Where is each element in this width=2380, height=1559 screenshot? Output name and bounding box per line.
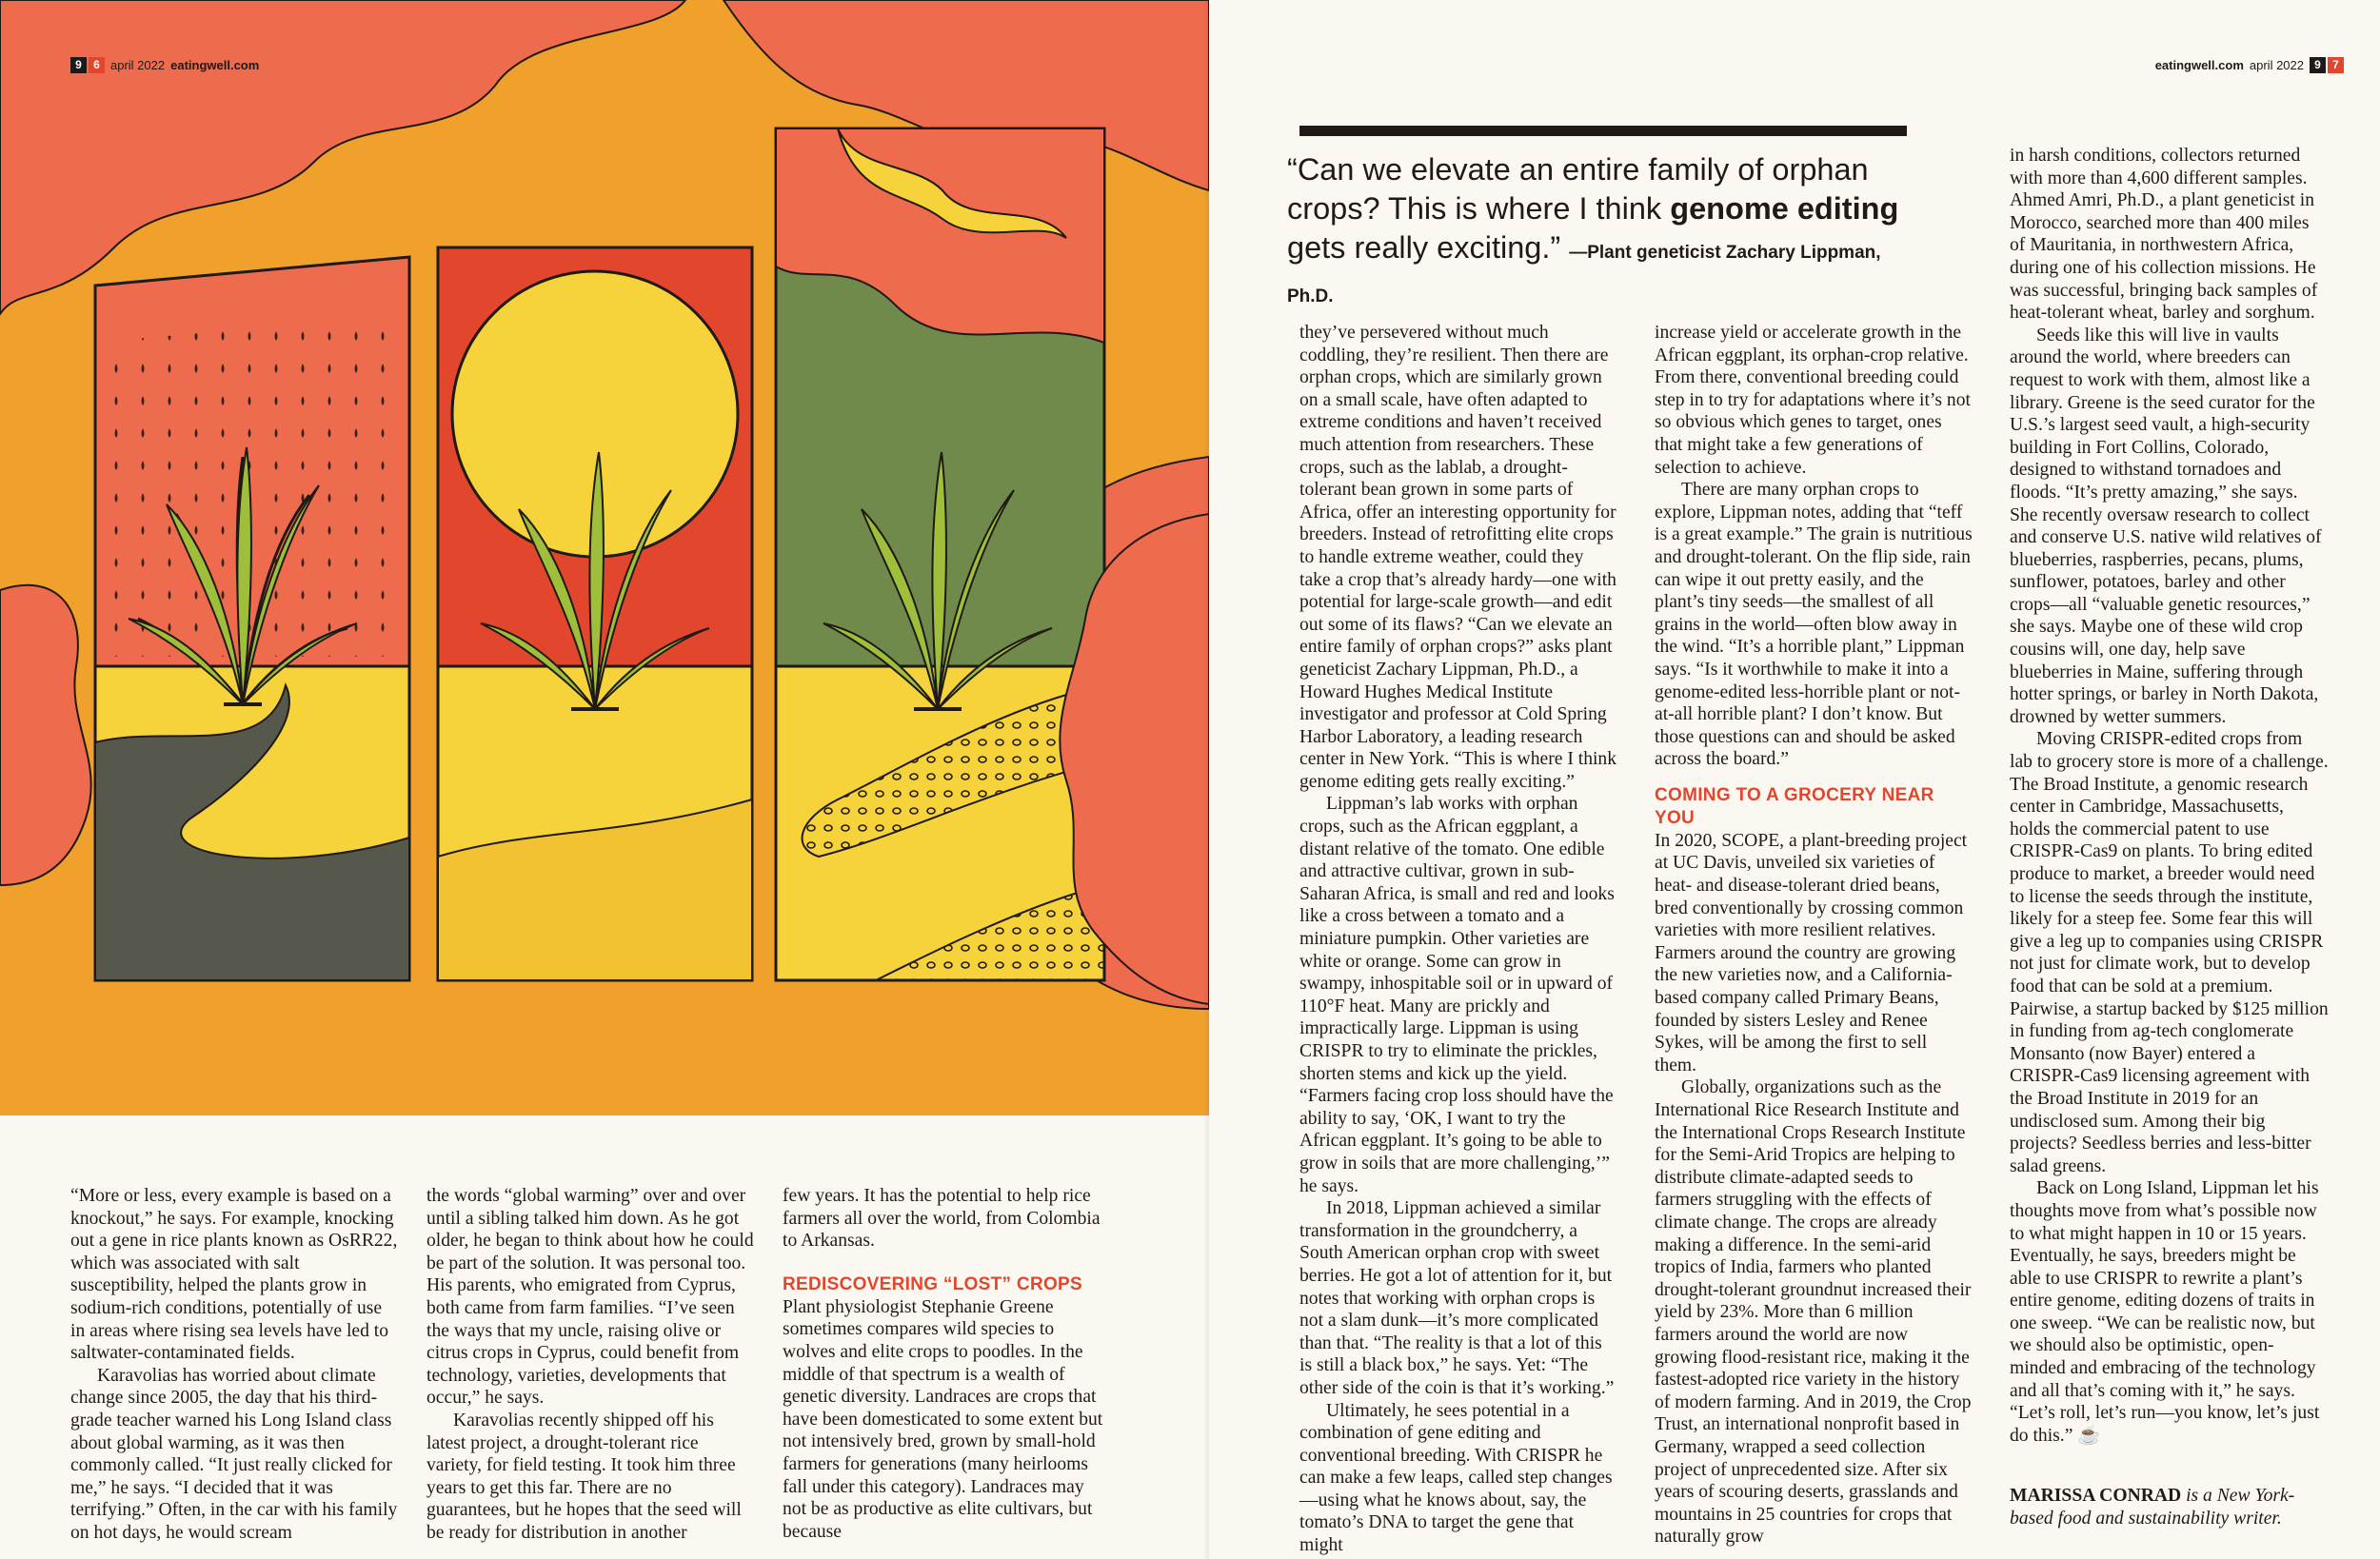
column-6	[2010, 145, 2329, 1447]
paragraph: the words “global warming” over and over until a sibling talked him down. As he got older, he began to think about how he could be part of the solution. It was personal too. His parents, who emigrated from Cyprus, both came from farm families. “I’ve seen the ways that my uncle, raising olive or citrus crops in Cyprus, could benefit from technology, varieties, developments that occur,” he says.	[426, 1186, 754, 1409]
pull-quote-text: “Can we elevate an entire family of orphan crops? This is where I think	[1287, 152, 1869, 226]
pull-quote	[1287, 150, 1915, 316]
site-name: eatingwell.com	[170, 58, 260, 72]
paragraph: “More or less, every example is based on a knockout,” he says. For example, knocking out a gene in rice plants known as OsRR22, which was associated with salt susceptibility, helped the plants grow in sodium-rich conditions, potentially of use in areas where rising sea levels have led to saltwater-contaminated fields.	[70, 1186, 398, 1364]
folio-right	[2155, 57, 2344, 73]
page-digit: 9	[70, 57, 87, 73]
paragraph: Plant physiologist Stephanie Greene sometimes compares wild species to wolves and elite crops to poodles. In the middle of that spectrum is a wealth of genetic diversity. Landraces are crops that have been domesticated to some extent but not intensively bred, grown by small-hold farmers for generations (many heirlooms fall under this category). Landraces may not be as productive as elite cultivars, but because	[783, 1296, 1103, 1542]
column-5	[1655, 322, 1973, 1549]
issue-date: april 2022	[2249, 58, 2304, 72]
paragraph: Moving CRISPR-edited crops from lab to grocery store is more of a challenge. The Broad Institute, a genomic research center in Cambridge, Massachusetts, holds the commercial patent to use CRISPR-Cas9 on plants. To bring edited produce to market, a breeder would need to license the seeds through the institute, likely for a steep fee. Some fear this will give a leg up to companies using CRISPR not just for climate work, but to develop food that can be sold at a premium. Pairwise, a startup backed by $125 million in funding from ag-tech conglomerate Monsanto (now Bayer) entered a CRISPR-Cas9 licensing agreement with the Broad Institute in 2019 for an undisclosed sum. Among their big projects? Seedless berries and less-bitter salad greens.	[2010, 729, 2329, 1176]
crops-illustration	[0, 0, 1209, 1115]
paragraph: few years. It has the potential to help rice farmers all over the world, from Colombia to Arkansas.	[783, 1186, 1101, 1252]
page-digit: 9	[2310, 57, 2326, 73]
page-number	[2310, 57, 2344, 73]
paragraph: they’ve persevered without much coddling, they’re resilient. Then there are orphan crops, which are similarly grown on a small scale, have often adapted to extreme conditions and haven’t received much attention from researchers. These crops, such as the lablab, a drought-tolerant bean grown in some parts of Africa, offer an interesting opportunity for breeders. Instead of retrofitting elite crops to handle extreme weather, could they take a crop that’s already hardy—one with potential for large-scale growth—and edit out some of its flaws? “Can we elevate an entire family of orphan crops?” asks plant geneticist Zachary Lippman, Ph.D., a Howard Hughes Medical Institute investigator and professor at Cold Spring Harbor Laboratory, a leading research center in New York. “This is where I think genome editing gets really exciting.”	[1299, 323, 1617, 792]
page-digit: 6	[89, 57, 105, 73]
paragraph	[2010, 1177, 2329, 1447]
paragraph: There are many orphan crops to explore, Lippman notes, adding that “teff is a great example.” The grain is nutritious and drought-tolerant. On the flip side, rain can wipe it out pretty easily, and the plant’s tiny seeds—the smallest of all grains in the world—often blow away in the wind. “It’s a horrible plant,” Lippman says. “Is it worthwhile to make it into a genome-edited less-horrible plant or not-at-all horrible plant? I don’t know. But those questions can and should be asked across the board.”	[1655, 480, 1973, 770]
column-3	[783, 1185, 1111, 1543]
page-digit: 7	[2328, 57, 2344, 73]
paragraph: Globally, organizations such as the International Rice Research Institute and the International Crops Research Institute for the Semi-Arid Tropics are helping to distribute climate-adapted seeds to farmers struggling with the effects of climate change. The crops are already making a difference. In the semi-arid tropics of India, farmers who planted drought-tolerant groundnut increased their yield by 23%. More than 6 million farmers around the world are now growing flood-resistant rice, making it the fastest-adopted rice variety in the history of modern farming. And in 2019, the Crop Trust, an international nonprofit based in Germany, wrapped a seed collection project of unprecedented size. After six years of scouring deserts, grasslands and mountains in 25 countries for crops that naturally grow	[1655, 1077, 1972, 1548]
section-heading: COMING TO A GROCERY NEAR YOU	[1655, 784, 1934, 828]
author-description: is a New York-based food and sustainability writer.	[2010, 1486, 2295, 1529]
pull-quote-attribution: —Plant geneticist Zachary Lippman, Ph.D.	[1287, 243, 1881, 306]
panel-rain	[95, 257, 409, 980]
paragraph: Karavolias recently shipped off his latest project, a drought-tolerant rice variety, for field testing. It took him three years to get this far. There are no guarantees, but he hopes that the seed will be ready for distribution in another	[426, 1410, 742, 1543]
folio-left	[70, 57, 259, 73]
paragraph: Ultimately, he sees potential in a combination of gene editing and conventional breeding. With CRISPR he can make a few leaps, called step changes—using what he knows about, say, the tomato’s DNA to target the gene that might	[1299, 1400, 1613, 1556]
site-name: eatingwell.com	[2154, 58, 2244, 72]
column-4	[1299, 322, 1618, 1557]
paragraph: increase yield or accelerate growth in the African eggplant, its orphan-crop relative. From there, conventional breeding could step in to try for adaptations where it’s not so obvious which genes to target, ones that might take a few generations of selection to achieve.	[1655, 323, 1971, 478]
column-2	[426, 1185, 755, 1545]
section-heading: REDISCOVERING “LOST” CROPS	[783, 1273, 1083, 1294]
paragraph: in harsh conditions, collectors returned with more than 4,600 different samples. Ahmed Amri, Ph.D., a plant geneticist in Morocco, searched more than 400 miles of Mauritania, in northwestern Africa, during one of his collection missions. He was successful, bringing back samples of heat-tolerant wheat, barley and sorghum.	[2010, 146, 2318, 324]
paragraph: In 2020, SCOPE, a plant-breeding project at UC Davis, unveiled six varieties of heat- and disease-tolerant dried beans, bred conventionally by crossing common varieties with more resilient relatives. Farmers around the country are growing the new varieties now, and a California-based company called Primary Beans, founded by sisters Lesley and Renee Sykes, will be among the first to sell them.	[1655, 830, 1968, 1076]
paragraph: Lippman’s lab works with orphan crops, such as the African eggplant, a distant relative of the tomato. One edible and attractive cultivar, grown in sub-Saharan Africa, is small and red and looks like a cross between a tomato and a miniature pumpkin. Other varieties are white or orange. Some can grow in swampy, inhospitable soil or in upward of 110°F heat. Many are prickly and impractically large. Lippman is using CRISPR to try to eliminate the prickles, shorten stems and kick up the yield. “Farmers facing crop loss should have the ability to say, ‘OK, I want to try the African eggplant. It’s going to be able to grow in soils that are more challenging,’” he says.	[1299, 794, 1615, 1196]
paragraph: Karavolias has worried about climate change since 2005, the day that his third-grade teacher warned his Long Island class about global warming, as it was then commonly called. “It just really clicked for me,” he says. “I decided that it was terrifying.” Often, in the car with his family on hot days, he would scream	[70, 1365, 398, 1543]
author-byline	[2010, 1485, 2324, 1529]
paragraph: In 2018, Lippman achieved a similar transformation in the groundcherry, a South American orphan crop with sweet berries. He got a lot of attention for it, but notes that working with orphan crops is not a slam dunk—it’s more complicated than that. “The reality is that a lot of this is still a black box,” he says. Yet: “The other side of the coin is that it’s working.”	[1299, 1198, 1615, 1398]
end-mark-icon: ☕	[2077, 1425, 2101, 1446]
issue-date: april 2022	[110, 58, 166, 72]
pull-quote-rule	[1299, 126, 1907, 136]
panel-river	[776, 128, 1104, 980]
panel-sun	[438, 247, 752, 980]
pull-quote-text-end: gets really exciting.”	[1287, 230, 1570, 265]
paragraph: Seeds like this will live in vaults around the world, where breeders can request to work with them, almost like a library. Greene is the seed curator for the U.S.’s largest seed vault, a high-security building in Fort Collins, Colorado, designed to withstand tornadoes and floods. “It’s pretty amazing,” she says. She recently oversaw research to collect and conserve U.S. native wild relatives of blueberries, raspberries, pecans, plums, sunflower, potatoes, barley and other crops—all “valuable genetic resources,” she says. Maybe one of these wild crop cousins will, one day, help save blueberries in Maine, suffering through hotter springs, or barley in North Dakota, drowned by wetter summers.	[2010, 325, 2322, 727]
pull-quote-emphasis: genome editing	[1670, 191, 1899, 226]
column-1	[70, 1185, 399, 1545]
author-name: MARISSA CONRAD	[2010, 1486, 2182, 1506]
closing-paragraph-text: Back on Long Island, Lippman let his thoughts move from what’s possible now to what might happen in 10 or 15 years. Eventually, he says, breeders might be able to use CRISPR to rewrite a plant’s entire genome, editing dozens of traits in one sweep. “We can be realistic now, but we should also be optimistic, open-minded and embracing of the technology and all that’s coming with it,” he says. “Let’s roll, let’s run—you know, let’s just do this.”	[2010, 1178, 2320, 1446]
page-number	[70, 57, 105, 73]
